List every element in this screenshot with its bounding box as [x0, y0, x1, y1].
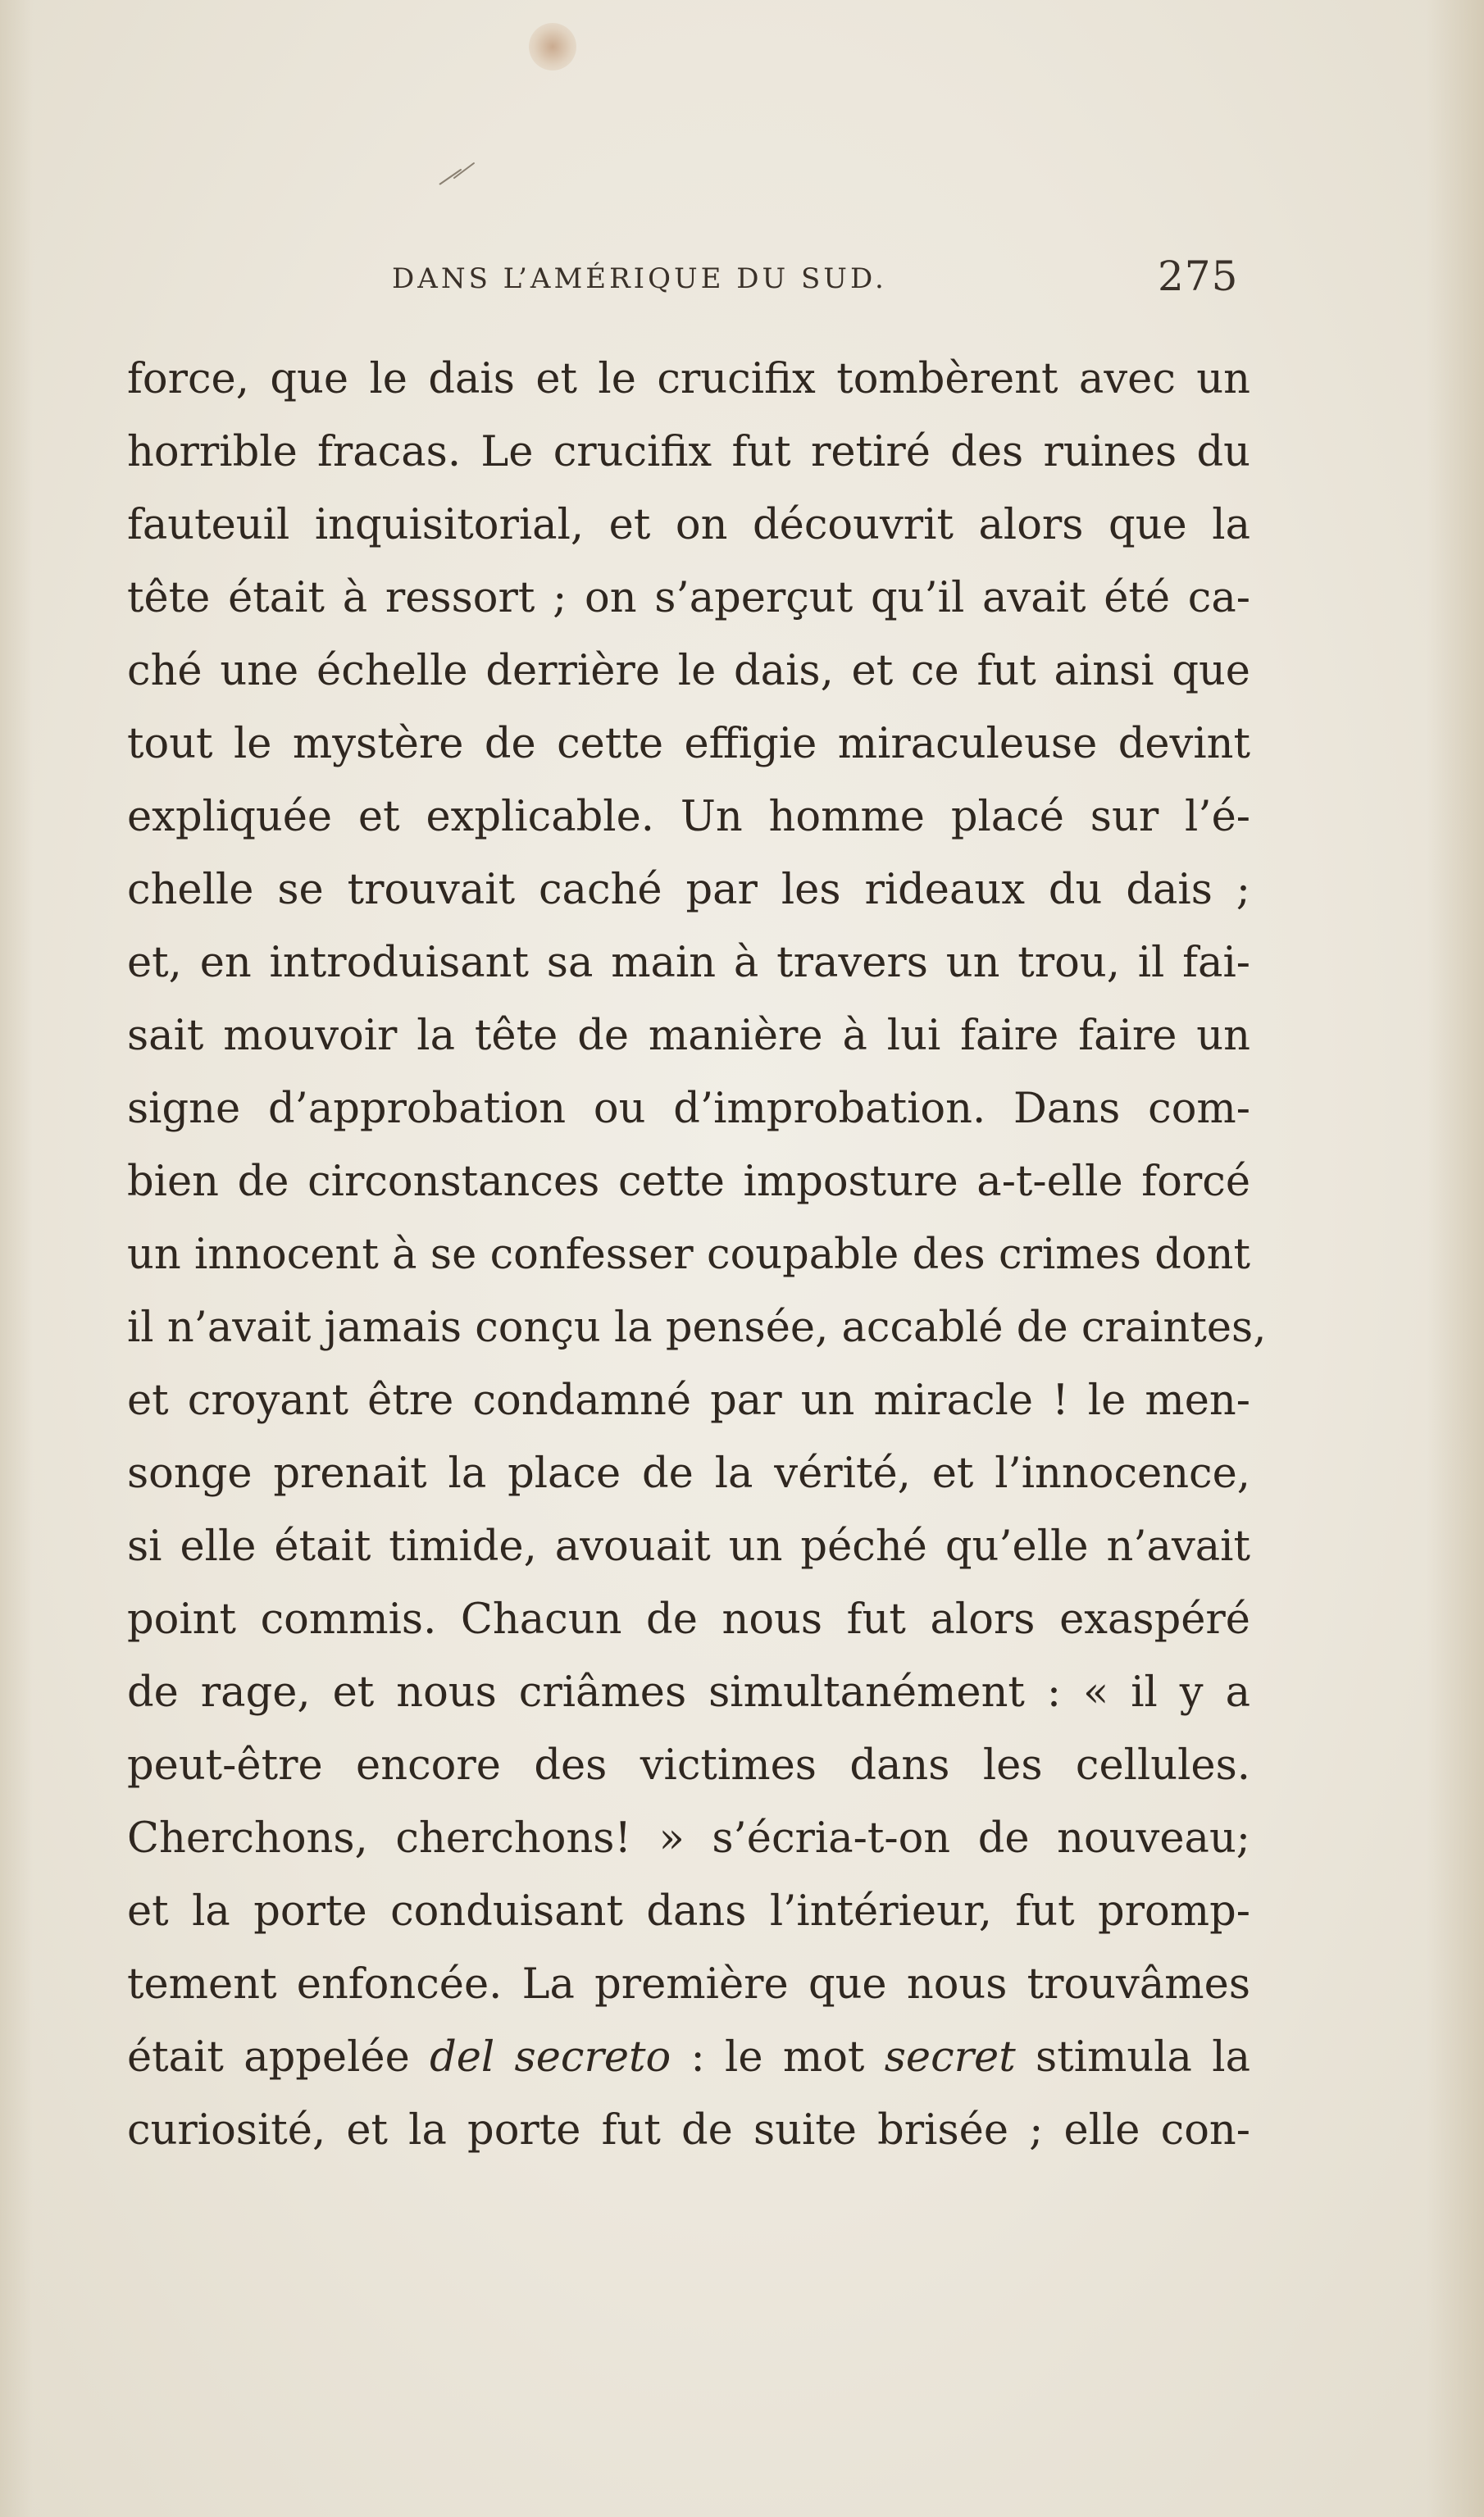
body-text	[127, 343, 1267, 2167]
text-fragment: : le mot	[671, 2033, 885, 2082]
text-line: songe prenait la place de la vérité, et l’innocence,	[127, 1450, 1250, 1498]
text-line: Cherchons, cherchons! » s’écria-t-on de nouveau;	[127, 1814, 1250, 1863]
text-line: peut-être encore des victimes dans les cellules.	[127, 1741, 1250, 1790]
text-line-with-italics	[127, 2021, 1250, 2094]
page-edge-shadow-left	[0, 0, 33, 2517]
text-line: ché une échelle derrière le dais, et ce fut ainsi que	[127, 647, 1250, 695]
text-line: et la porte conduisant dans l’intérieur, fut promp-	[127, 1887, 1250, 1936]
text-line: sait mouvoir la tête de manière à lui faire faire un	[127, 1012, 1250, 1060]
page-header	[0, 253, 1484, 310]
text-line: de rage, et nous criâmes simultanément : « il y a	[127, 1668, 1250, 1717]
text-line: chelle se trouvait caché par les rideaux du dais ;	[127, 866, 1250, 914]
text-line: si elle était timide, avouait un péché qu’elle n’avait	[127, 1522, 1250, 1571]
text-line: tout le mystère de cette effigie miraculeuse devint	[127, 720, 1250, 768]
text-line: tête était à ressort ; on s’aperçut qu’il avait été ca-	[127, 574, 1250, 622]
text-line: horrible fracas. Le crucifix fut retiré des ruines du	[127, 428, 1250, 476]
text-line: force, que le dais et le crucifix tombèrent avec un	[127, 355, 1250, 403]
paper-stain	[529, 23, 576, 71]
text-fragment: stimula la	[1015, 2033, 1250, 2082]
text-line: fauteuil inquisitorial, et on découvrit alors que la	[127, 501, 1250, 549]
page-edge-shadow-right	[1427, 0, 1484, 2517]
text-line: signe d’approbation ou d’improbation. Dans com-	[127, 1085, 1250, 1133]
italic-phrase: del secreto	[430, 2033, 671, 2082]
text-line: un innocent à se confesser coupable des crimes dont	[127, 1231, 1250, 1279]
text-line: bien de circonstances cette imposture a-t-elle forcé	[127, 1158, 1250, 1206]
running-head: DANS L’AMÉRIQUE DU SUD.	[392, 262, 887, 295]
page-number: 275	[1158, 253, 1239, 300]
italic-word: secret	[884, 2033, 1016, 2082]
text-line: et, en introduisant sa main à travers un trou, il fai-	[127, 939, 1250, 987]
text-line: et croyant être condamné par un miracle ! le men-	[127, 1377, 1250, 1425]
text-line: il n’avait jamais conçu la pensée, accablé de craintes,	[127, 1304, 1267, 1352]
text-line: tement enfoncée. La première que nous trouvâmes	[127, 1960, 1250, 2009]
text-line: expliquée et explicable. Un homme placé sur l’é-	[127, 793, 1250, 841]
text-line: curiosité, et la porte fut de suite brisée ; elle con-	[127, 2106, 1250, 2155]
text-line: point commis. Chacun de nous fut alors exaspéré	[127, 1595, 1250, 1644]
pencil-mark	[436, 160, 485, 193]
text-fragment: était appelée	[127, 2033, 430, 2082]
